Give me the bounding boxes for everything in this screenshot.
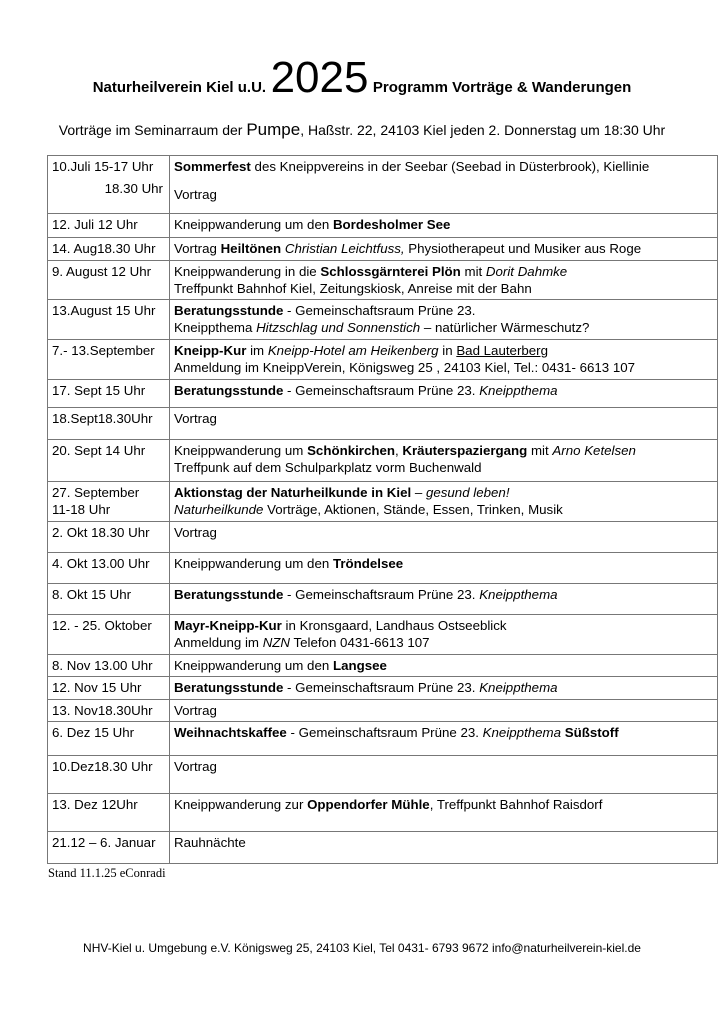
event-line2: Anmeldung im KneippVerein, Königsweg 25 , 24103 Kiel, Tel.: 0431- 6613 107 <box>174 360 636 375</box>
footer-contact: NHV-Kiel u. Umgebung e.V. Königsweg 25, 24103 Kiel, Tel 0431- 6793 9672 info@naturheilverein-kiel.de <box>83 941 641 955</box>
event-title: Heiltönen <box>220 241 285 256</box>
location-link[interactable]: Bad Lauterberg <box>456 343 548 358</box>
event-title: Schönkirchen <box>307 443 395 458</box>
date-cell: 13. Dez 12Uhr <box>48 794 170 832</box>
event-text: in <box>438 343 457 358</box>
event-text: Vortrag <box>174 241 221 256</box>
table-row <box>48 300 718 340</box>
table-row <box>48 214 718 238</box>
date-cell: 12. Nov 15 Uhr <box>48 677 170 700</box>
speaker-name: Christian Leichtfuss, <box>284 241 405 256</box>
date-cell: 14. Aug18.30 Uhr <box>48 238 170 261</box>
event-cell <box>170 794 718 832</box>
table-row <box>48 261 718 300</box>
event-cell <box>170 722 718 756</box>
event-line2: Treffpunk auf dem Schulparkplatz vorm Buchenwald <box>174 460 482 475</box>
event-title: Kneipp-Kur <box>174 343 247 358</box>
event-slogan: gesund leben! <box>425 485 510 500</box>
event-text: – <box>411 485 426 500</box>
event-title: Bordesholmer See <box>332 217 451 232</box>
event-title: Sommerfest <box>174 159 251 174</box>
event-text: Kneippwanderung in die <box>174 264 321 279</box>
topic: Hitzschlag und Sonnenstich <box>256 320 421 335</box>
date-cell: 12. - 25. Oktober <box>48 615 170 655</box>
event-text: Kneippwanderung zur <box>174 797 308 812</box>
table-row <box>48 677 718 700</box>
event-cell <box>170 340 718 380</box>
table-row <box>48 482 718 522</box>
event-line2: Anmeldung im <box>174 635 263 650</box>
event-text: - Gemeinschaftsraum Prüne 23. <box>283 303 476 318</box>
table-row <box>48 756 718 794</box>
date-cell: 2. Okt 18.30 Uhr <box>48 522 170 553</box>
year: 2025 <box>270 53 369 102</box>
table-row <box>48 655 718 677</box>
date-time: 18.30 Uhr <box>104 181 163 196</box>
event-cell <box>170 440 718 482</box>
event-cell <box>170 584 718 615</box>
event-title: Beratungsstunde <box>174 383 284 398</box>
event-cell <box>170 214 718 238</box>
date-cell: 13. Nov18.30Uhr <box>48 700 170 722</box>
event-cell <box>170 655 718 677</box>
date-cell: 20. Sept 14 Uhr <box>48 440 170 482</box>
event-title: Beratungsstunde <box>174 680 284 695</box>
table-row <box>48 615 718 655</box>
event-cell <box>170 677 718 700</box>
date-cell: 18.Sept18.30Uhr <box>48 408 170 440</box>
event-cell <box>170 380 718 408</box>
event-text: - Gemeinschaftsraum Prüne 23. <box>283 587 480 602</box>
org-name: Naturheilverein Kiel u.U. <box>92 79 267 96</box>
venue-name: Pumpe <box>246 120 301 139</box>
event-title: Mayr-Kneipp-Kur <box>174 618 282 633</box>
event-text: - Gemeinschaftsraum Prüne 23. <box>283 383 480 398</box>
topic: Kneippthema <box>479 587 558 602</box>
date-cell: 17. Sept 15 Uhr <box>48 380 170 408</box>
event-title: Weihnachtskaffee <box>174 725 287 740</box>
guide-name: Arno Ketelsen <box>552 443 636 458</box>
program-title: Programm Vorträge & Wanderungen <box>372 79 632 96</box>
event-text: Physiotherapeut und Musiker aus Roge <box>404 241 642 256</box>
subtitle-address: , Haßstr. 22, 24103 Kiel jeden 2. Donnerstag um 18:30 Uhr <box>300 122 666 138</box>
event-cell <box>170 553 718 584</box>
event-line2: Telefon 0431-6613 107 <box>290 635 430 650</box>
date-cell <box>48 482 170 522</box>
topic: Kneippthema <box>482 725 562 740</box>
event-title: Beratungsstunde <box>174 587 284 602</box>
table-row <box>48 832 718 864</box>
event-cell <box>170 300 718 340</box>
event-text: mit <box>460 264 486 279</box>
event-line2: Vorträge, Aktionen, Stände, Essen, Trinken, Musik <box>263 502 563 517</box>
event-text: - Gemeinschaftsraum Prüne 23. <box>283 680 480 695</box>
event-text: , <box>395 443 403 458</box>
table-row <box>48 408 718 440</box>
event-text: , Treffpunkt Bahnhof Raisdorf <box>429 797 603 812</box>
table-row <box>48 700 718 722</box>
date-text: 10.Juli 15-17 Uhr <box>52 159 154 174</box>
date-cell: 6. Dez 15 Uhr <box>48 722 170 756</box>
event-title: Aktionstag der Naturheilkunde in Kiel <box>174 485 412 500</box>
event-title: Beratungsstunde <box>174 303 284 318</box>
date-text: 27. September <box>52 485 140 500</box>
event-line2: Naturheilkunde <box>174 502 264 517</box>
date-cell: 13.August 15 Uhr <box>48 300 170 340</box>
topic: Kneippthema <box>479 680 558 695</box>
date-cell: 9. August 12 Uhr <box>48 261 170 300</box>
date-cell: 8. Okt 15 Uhr <box>48 584 170 615</box>
event-cell <box>170 261 718 300</box>
topic: Kneippthema <box>479 383 558 398</box>
page-title <box>0 53 724 112</box>
event-text: mit <box>527 443 553 458</box>
event-line2: – natürlicher Wärmeschutz? <box>420 320 590 335</box>
guide-name: Dorit Dahmke <box>485 264 568 279</box>
date-cell: 4. Okt 13.00 Uhr <box>48 553 170 584</box>
table-row <box>48 380 718 408</box>
event-text: - Gemeinschaftsraum Prüne 23. <box>286 725 483 740</box>
event-text: Kneippwanderung um den <box>174 556 333 571</box>
hotel-name: Kneipp-Hotel am Heikenberg <box>267 343 439 358</box>
event-cell: Vortrag <box>170 408 718 440</box>
event-text: Kneippwanderung um <box>174 443 308 458</box>
event-line2: Treffpunkt Bahnhof Kiel, Zeitungskiosk, Anreise mit der Bahn <box>174 281 532 296</box>
event-line2: Kneippthema <box>174 320 257 335</box>
event-cell: Vortrag <box>170 756 718 794</box>
table-row <box>48 340 718 380</box>
date-cell: 7.- 13.September <box>48 340 170 380</box>
event-line2: Vortrag <box>174 187 217 202</box>
table-row <box>48 238 718 261</box>
event-text: Kneippwanderung um den <box>174 217 333 232</box>
event-cell: Rauhnächte <box>170 832 718 864</box>
table-row <box>48 522 718 553</box>
event-text: in Kronsgaard, Landhaus Ostseeblick <box>281 618 507 633</box>
event-title: Oppendorfer Mühle <box>307 797 430 812</box>
event-text: des Kneippvereins in der Seebar (Seebad in Düsterbrook), Kiellinie <box>250 159 650 174</box>
date-time: 11-18 Uhr <box>52 502 111 517</box>
date-cell: 12. Juli 12 Uhr <box>48 214 170 238</box>
table-row <box>48 722 718 756</box>
event-title: Kräuterspaziergang <box>402 443 528 458</box>
topic-name: Süßstoff <box>561 725 619 740</box>
table-row <box>48 440 718 482</box>
table-row <box>48 553 718 584</box>
event-cell: Vortrag <box>170 522 718 553</box>
event-title: Langsee <box>332 658 387 673</box>
subtitle-text: Vorträge im Seminarraum der <box>58 122 247 138</box>
date-cell: 10.Dez18.30 Uhr <box>48 756 170 794</box>
date-cell: 21.12 – 6. Januar <box>48 832 170 864</box>
event-text: im <box>246 343 268 358</box>
event-cell <box>170 615 718 655</box>
revision-note: Stand 11.1.25 eConradi <box>48 866 166 880</box>
table-row <box>48 156 718 214</box>
event-cell <box>170 156 718 214</box>
table-row <box>48 794 718 832</box>
date-cell <box>48 156 170 214</box>
table-row <box>48 584 718 615</box>
event-title: Schlossgärnterei Plön <box>320 264 461 279</box>
event-cell <box>170 238 718 261</box>
event-cell: Vortrag <box>170 700 718 722</box>
program-table <box>47 155 718 864</box>
subtitle <box>0 120 724 140</box>
event-text: Kneippwanderung um den <box>174 658 333 673</box>
org-abbr: NZN <box>262 635 291 650</box>
event-cell <box>170 482 718 522</box>
event-title: Tröndelsee <box>332 556 404 571</box>
date-cell: 8. Nov 13.00 Uhr <box>48 655 170 677</box>
